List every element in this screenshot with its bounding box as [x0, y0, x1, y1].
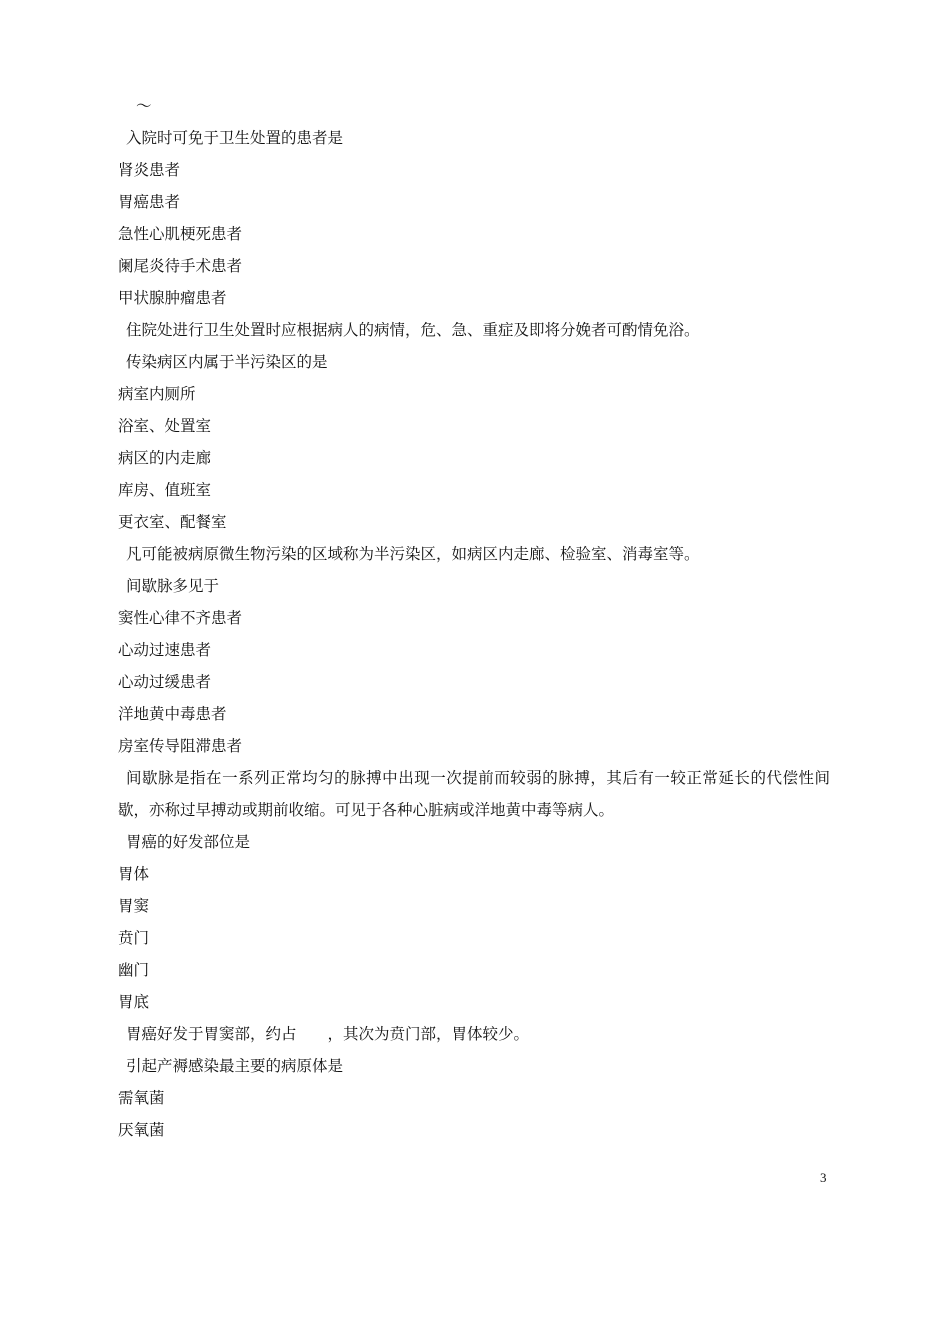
question-text: 胃癌的好发部位是: [126, 833, 251, 851]
question-text: 引起产褥感染最主要的病原体是: [126, 1057, 344, 1075]
answer-option: 库房、值班室: [118, 481, 212, 499]
explanation-text: 胃癌好发于胃窦部，约占 ，其次为贲门部，胃体较少。: [126, 1025, 530, 1043]
answer-option: 房室传导阻滞患者: [118, 737, 243, 755]
answer-option: 甲状腺肿瘤患者: [118, 289, 227, 307]
answer-option: 幽门: [118, 961, 150, 979]
answer-option: 心动过速患者: [118, 641, 212, 659]
answer-option: 胃底: [118, 993, 150, 1011]
tilde-line: ～: [136, 97, 152, 115]
answer-option: 心动过缓患者: [118, 673, 212, 691]
page-number: 3: [820, 1170, 827, 1185]
page-content: [118, 90, 838, 1146]
explanation-text: 住院处进行卫生处置时应根据病人的病情，危、急、重症及即将分娩者可酌情免浴。: [126, 321, 700, 339]
answer-option: 浴室、处置室: [118, 417, 212, 435]
question-text: 传染病区内属于半污染区的是: [126, 353, 328, 371]
answer-option: 需氧菌: [118, 1089, 165, 1107]
explanation-text: 凡可能被病原微生物污染的区域称为半污染区，如病区内走廊、检验室、消毒室等。: [126, 545, 700, 563]
explanation-paragraph: 间歇脉是指在一系列正常均匀的脉搏中出现一次提前而较弱的脉搏，其后有一较正常延长的代偿性间歇，亦称过早搏动或期前收缩。可见于各种心脏病或洋地黄中毒等病人。: [118, 769, 830, 819]
answer-option: 更衣室、配餐室: [118, 513, 227, 531]
question-text: 间歇脉多见于: [126, 577, 220, 595]
answer-option: 急性心肌梗死患者: [118, 225, 243, 243]
answer-option: 病区的内走廊: [118, 449, 212, 467]
answer-option: 胃癌患者: [118, 193, 181, 211]
answer-option: 贲门: [118, 929, 150, 947]
answer-option: 胃窦: [118, 897, 150, 915]
answer-option: 胃体: [118, 865, 150, 883]
answer-option: 阑尾炎待手术患者: [118, 257, 243, 275]
answer-option: 肾炎患者: [118, 161, 181, 179]
answer-option: 窦性心律不齐患者: [118, 609, 243, 627]
answer-option: 病室内厕所: [118, 385, 196, 403]
answer-option: 洋地黄中毒患者: [118, 705, 227, 723]
answer-option: 厌氧菌: [118, 1121, 165, 1139]
question-text: 入院时可免于卫生处置的患者是: [126, 129, 344, 147]
